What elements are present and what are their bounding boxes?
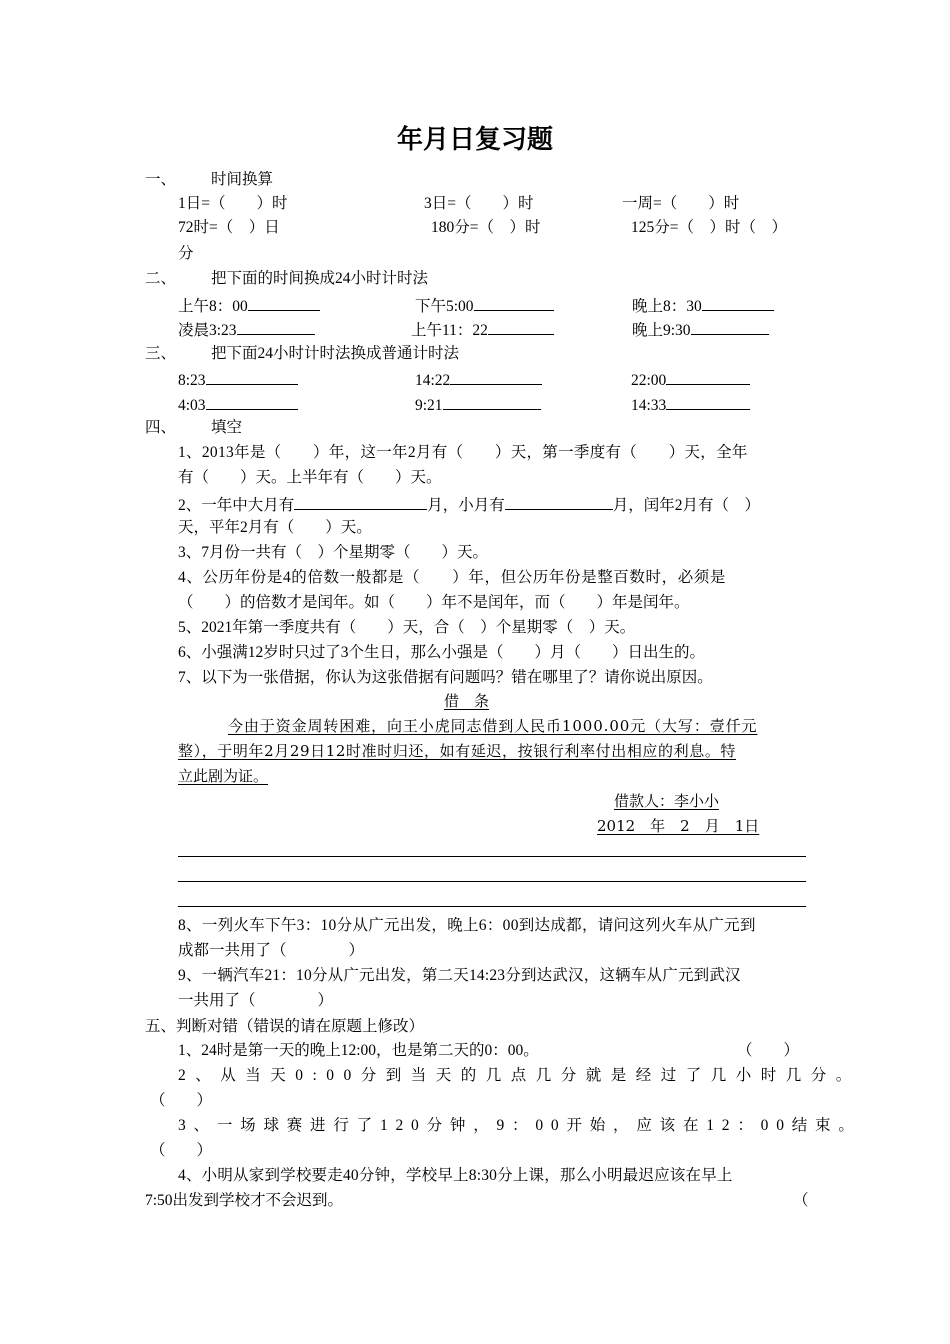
s2-item: 晚上9:30 bbox=[632, 320, 769, 339]
section-2-heading: 把下面的时间换成24小时计时法 bbox=[211, 270, 429, 287]
s1-item: 1日=（ ）时 bbox=[178, 195, 288, 212]
s1-item: 一周=（ ）时 bbox=[622, 195, 740, 212]
answer-blank[interactable] bbox=[474, 296, 554, 311]
s3-item: 22:00 bbox=[631, 370, 750, 389]
section-1-heading: 时间换算 bbox=[211, 171, 274, 188]
page-title: 年月日复习题 bbox=[396, 125, 553, 155]
answer-line[interactable] bbox=[178, 856, 806, 857]
s3-item: 9:21 bbox=[415, 395, 541, 414]
iou-line-1: 今由于资金周转困难，向王小虎同志借到人民币1000.00元（大写：壹仟元 bbox=[228, 717, 758, 735]
answer-blank[interactable] bbox=[666, 370, 750, 385]
question-9-line-1: 9、一辆汽车21：10分从广元出发，第二天14:23分到达武汉，这辆车从广元到武汉 bbox=[178, 967, 741, 984]
judge-1-answer[interactable]: （ ） bbox=[737, 1042, 800, 1059]
answer-blank[interactable] bbox=[248, 296, 320, 311]
answer-blank[interactable] bbox=[206, 370, 298, 385]
s3-item: 14:22 bbox=[415, 370, 542, 389]
question-1-line-2: 有（ ）天。上半年有（ ）天。 bbox=[178, 469, 442, 486]
question-7: 7、以下为一张借据，你认为这张借据有问题吗？错在哪里了？请你说出原因。 bbox=[178, 669, 713, 686]
s3-item: 14:33 bbox=[631, 395, 750, 414]
s1-item: 125分=（ ）时（ ） bbox=[631, 219, 787, 236]
question-2-line-2: 天，平年2月有（ ）天。 bbox=[178, 519, 372, 536]
s1-item: 72时=（ ）日 bbox=[178, 219, 280, 236]
answer-blank[interactable] bbox=[505, 495, 613, 510]
s3-item: 4:03 bbox=[178, 395, 298, 414]
question-1-line-1: 1、2013年是（ ）年，这一年2月有（ ）天，第一季度有（ ）天，全年 bbox=[178, 444, 748, 461]
s2-item: 凌晨3:23 bbox=[178, 320, 315, 339]
iou-line-3: 立此剧为证。 bbox=[178, 767, 269, 785]
judge-2: 2、从当天0:00分到当天的几点几分就是经过了几小时几分。 bbox=[178, 1067, 861, 1084]
question-4-line-2: （ ）的倍数才是闰年。如（ ）年不是闰年，而（ ）年是闰年。 bbox=[178, 594, 690, 611]
s1-item: 180分=（ ）时 bbox=[431, 219, 541, 236]
judge-3: 3、一场球赛进行了120分钟，9：00开始，应该在12：00结束。 bbox=[178, 1117, 862, 1134]
iou-borrower: 借款人：李小小 bbox=[614, 792, 720, 810]
answer-blank[interactable] bbox=[237, 320, 315, 335]
answer-blank[interactable] bbox=[691, 320, 769, 335]
judge-4-line-2: 7:50出发到学校才不会迟到。 bbox=[145, 1192, 344, 1209]
answer-line[interactable] bbox=[178, 906, 806, 907]
judge-1: 1、24时是第一天的晚上12:00，也是第二天的0：00。 bbox=[178, 1042, 539, 1059]
section-2-number: 二、 bbox=[145, 270, 177, 287]
answer-blank[interactable] bbox=[206, 395, 298, 410]
judge-3-answer[interactable]: （ ） bbox=[150, 1142, 213, 1159]
question-8-line-2: 成都一共用了（ ） bbox=[178, 942, 365, 959]
answer-blank[interactable] bbox=[443, 395, 541, 410]
question-3: 3、7月份一共有（ ）个星期零（ ）天。 bbox=[178, 544, 489, 561]
s2-item: 上午11：22 bbox=[411, 320, 554, 339]
s2-item: 下午5:00 bbox=[415, 296, 554, 315]
question-4-line-1: 4、公历年份是4的倍数一般都是（ ）年，但公历年份是整百数时，必须是 bbox=[178, 569, 727, 586]
iou-date: 2012 年 2 月 1日 bbox=[597, 817, 760, 835]
s2-item: 上午8：00 bbox=[178, 296, 320, 315]
s3-item: 8:23 bbox=[178, 370, 298, 389]
iou-line-2: 整），于明年2月29日12时准时归还，如有延迟，按银行利率付出相应的利息。特 bbox=[178, 742, 737, 760]
question-8-line-1: 8、一列火车下午3：10分从广元出发，晚上6：00到达成都，请问这列火车从广元到 bbox=[178, 917, 756, 934]
question-9-line-2: 一共用了（ ） bbox=[178, 992, 334, 1009]
question-2-line-1: 2、一年中大月有 月，小月有 月，闰年2月有（ ） bbox=[178, 497, 761, 514]
iou-title: 借 条 bbox=[444, 692, 490, 710]
judge-2-answer[interactable]: （ ） bbox=[150, 1092, 213, 1109]
section-4-number: 四、 bbox=[145, 419, 177, 436]
s1-item: 3日=（ ）时 bbox=[424, 195, 534, 212]
section-3-number: 三、 bbox=[145, 345, 177, 362]
section-1-number: 一、 bbox=[145, 171, 177, 188]
answer-blank[interactable] bbox=[488, 320, 554, 335]
s2-item: 晚上8：30 bbox=[632, 296, 774, 315]
section-5-heading: 五、判断对错（错误的请在原题上修改） bbox=[145, 1018, 425, 1035]
judge-4-answer[interactable]: （ bbox=[793, 1192, 809, 1209]
answer-line[interactable] bbox=[178, 881, 806, 882]
s1-item-wrap: 分 bbox=[178, 245, 194, 262]
judge-4-line-1: 4、小明从家到学校要走40分钟，学校早上8:30分上课，那么小明最迟应该在早上 bbox=[178, 1167, 733, 1184]
answer-blank[interactable] bbox=[294, 495, 427, 510]
question-6: 6、小强满12岁时只过了3个生日，那么小强是（ ）月（ ）日出生的。 bbox=[178, 644, 706, 661]
answer-blank[interactable] bbox=[702, 296, 774, 311]
section-3-heading: 把下面24小时计时法换成普通计时法 bbox=[211, 345, 460, 362]
answer-blank[interactable] bbox=[666, 395, 750, 410]
answer-blank[interactable] bbox=[450, 370, 542, 385]
section-4-heading: 填空 bbox=[211, 419, 243, 436]
question-5: 5、2021年第一季度共有（ ）天，合（ ）个星期零（ ）天。 bbox=[178, 619, 636, 636]
